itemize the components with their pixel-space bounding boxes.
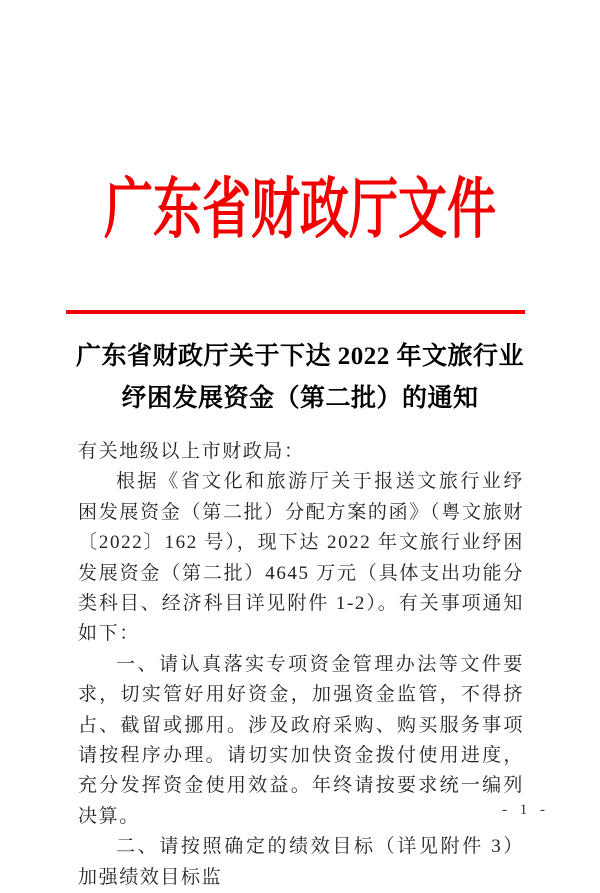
body-paragraph-3: 二、请按照确定的绩效目标（详见附件 3）加强绩效目标监 xyxy=(78,836,524,888)
body-paragraph-1: 根据《省文化和旅游厅关于报送文旅行业纾困发展资金（第二批）分配方案的函》（粤文旅财〔2022〕162 号），现下达 2022 年文旅行业纾困发展资金（第二批）4645 万元（具体支出功能分类科目、经济科目详见附件 1-2）。有关事项通知如下： xyxy=(78,471,524,645)
document-title xyxy=(0,336,600,420)
document-title-line-1: 广东省财政厅关于下达 2022 年文旅行业 xyxy=(75,343,524,370)
salutation-line: 有关地级以上市财政局： xyxy=(78,441,305,462)
document-body xyxy=(78,437,524,893)
document-title-line-2: 纾困发展资金（第二批）的通知 xyxy=(121,385,479,412)
agency-header-banner: 广东省财政厅文件 xyxy=(103,171,496,247)
red-divider-line xyxy=(66,310,525,314)
body-paragraph-2: 一、请认真落实专项资金管理办法等文件要求，切实管好用好资金，加强资金监管，不得挤占、截留或挪用。涉及政府采购、购买服务事项请按程序办理。请切实加快资金拨付使用进度，充分发挥资金使用效益。年终请按要求统一编列决算。 xyxy=(78,653,524,827)
page-number: - 1 - xyxy=(502,802,547,818)
